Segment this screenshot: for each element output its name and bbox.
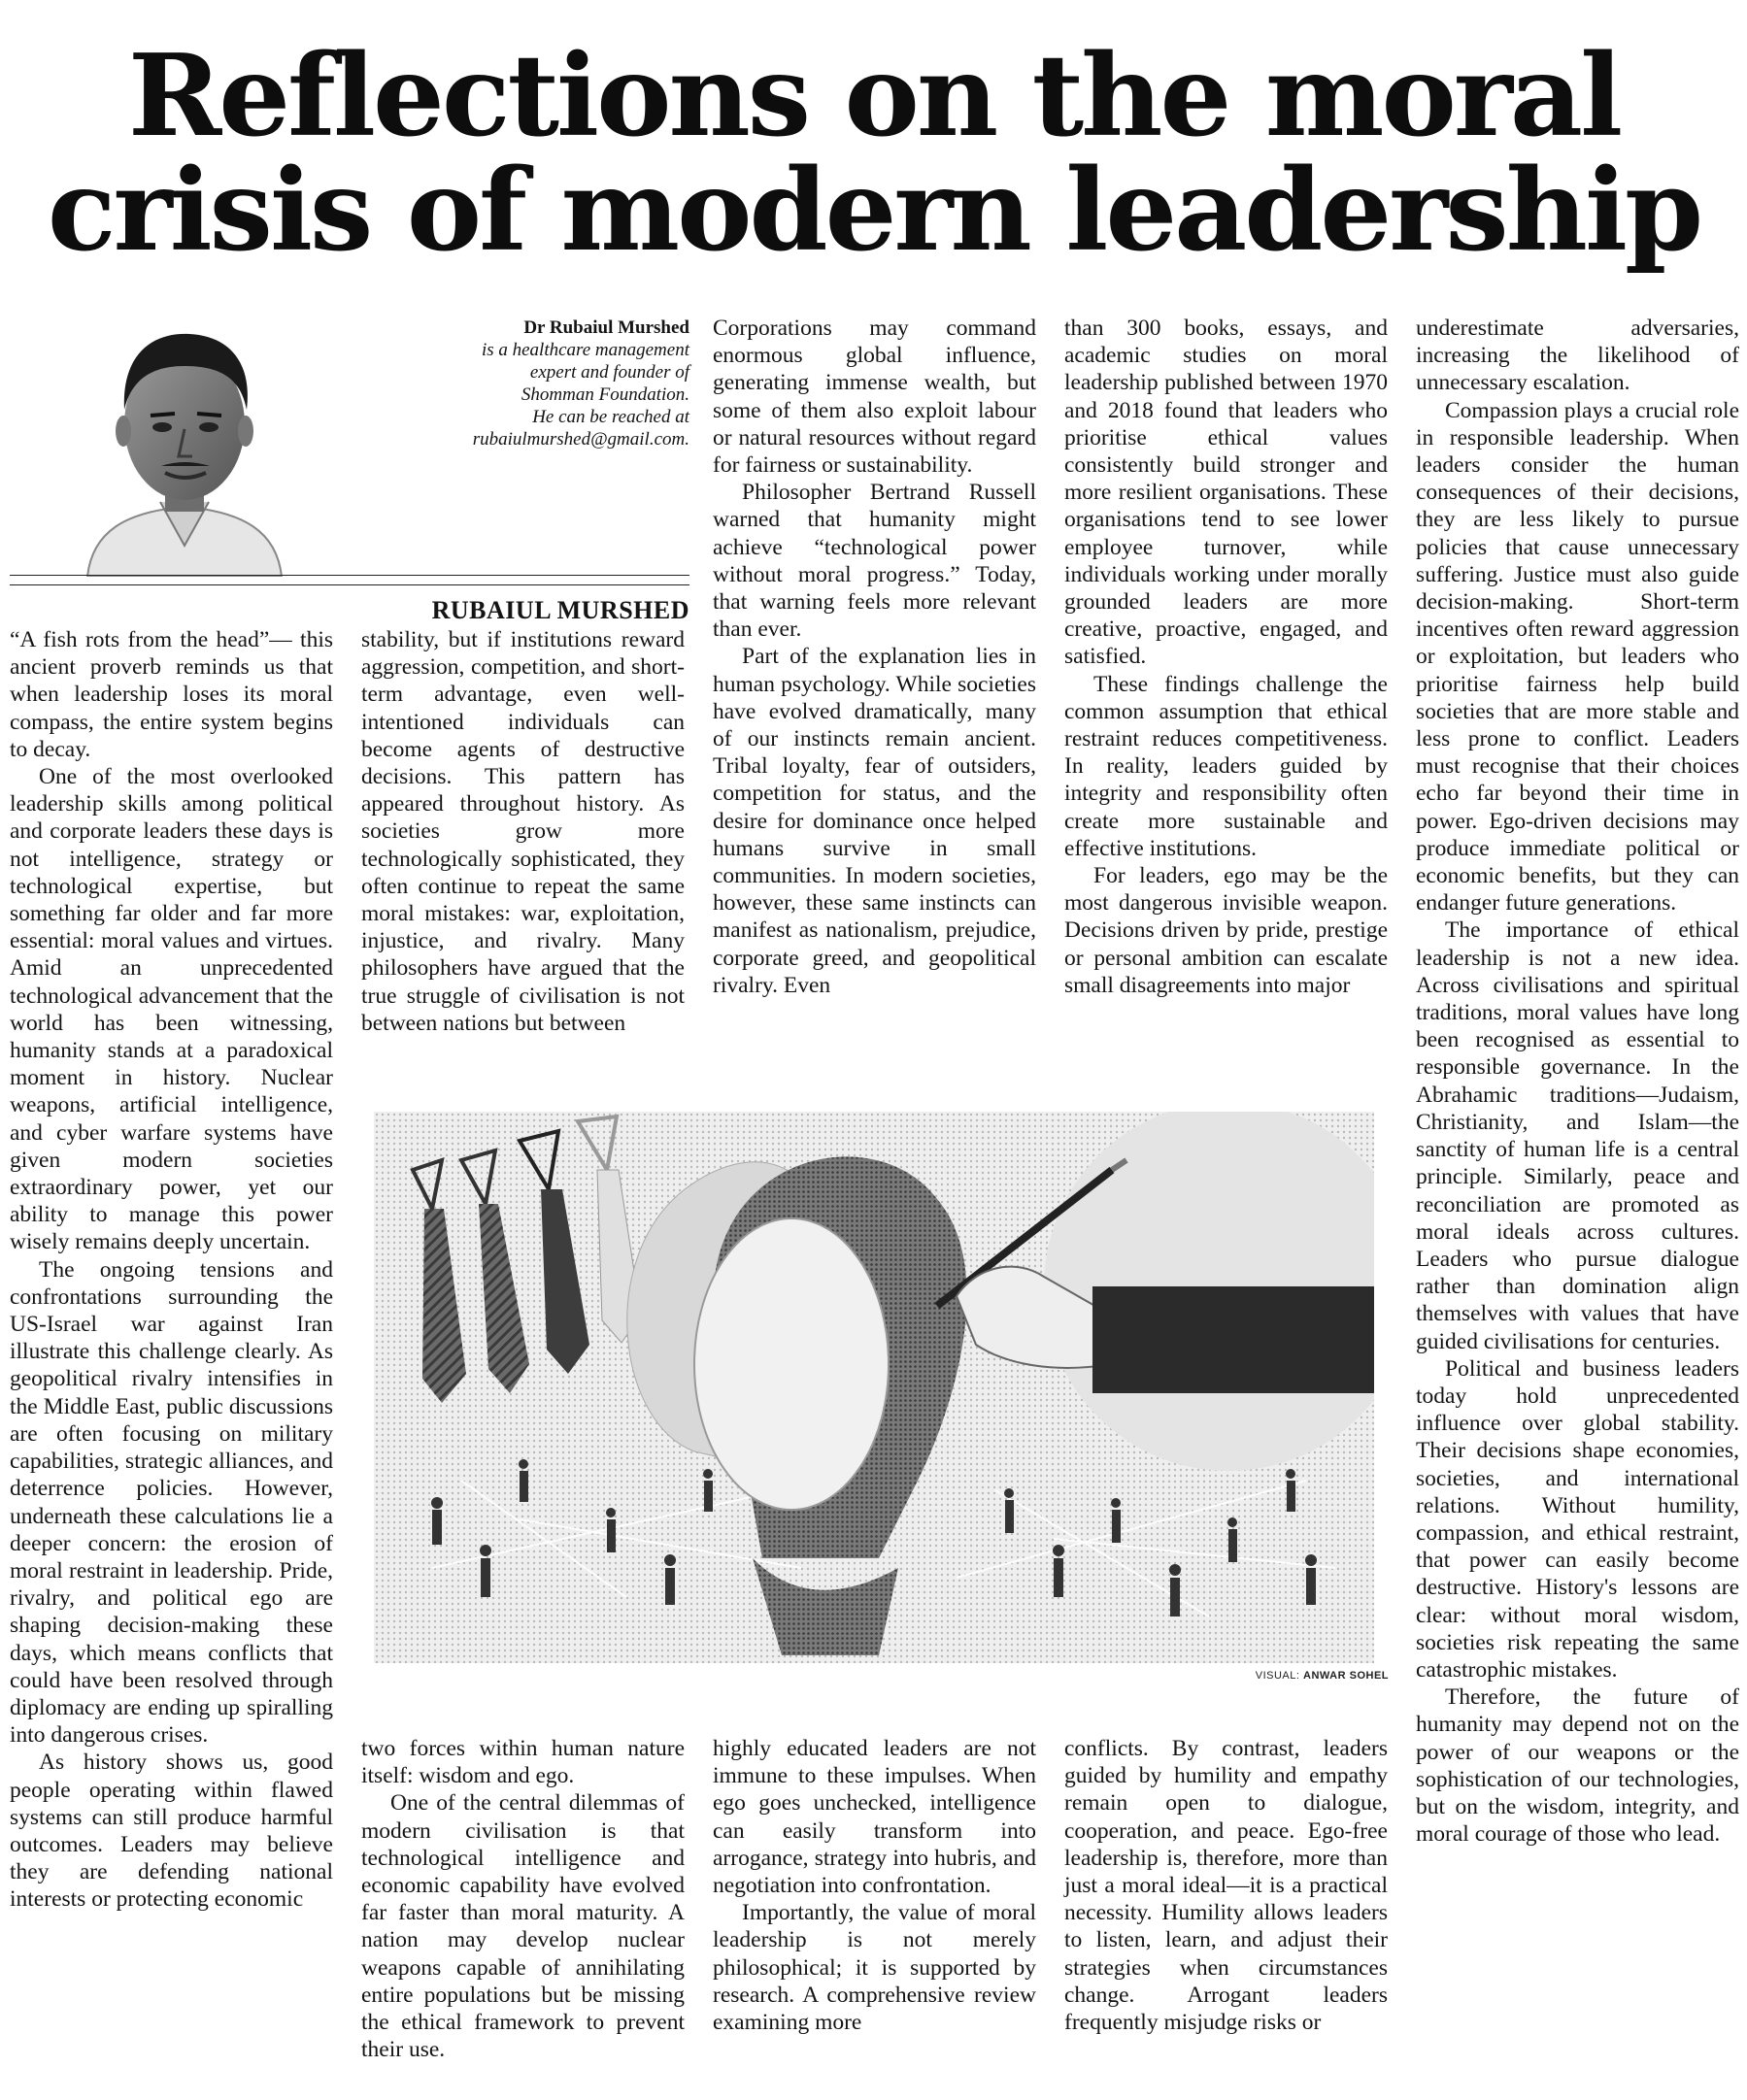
paragraph: Part of the explanation lies in human psychology. While societies have evolved dramatically, many of our instincts remain ancient. Tribal loyalty, fear of outsiders, competition for status, and the desire for dominance once helped humans survive in small communities. In modern societies, however, these same instincts can manifest as nationalism, prejudice, corporate greed, and geopolitical rivalry. Even bbox=[713, 644, 1036, 998]
article-column-2-top bbox=[361, 626, 685, 1037]
paragraph: highly educated leaders are not immune to these impulses. When ego goes unchecked, intelligence can easily transform into arrogance, strategy into hubris, and negotiation into confrontation. bbox=[713, 1736, 1036, 1899]
headline bbox=[19, 30, 1729, 277]
article-column-4-top bbox=[1064, 315, 1388, 999]
bio-line-1: is a healthcare management bbox=[481, 340, 689, 360]
article-column-1 bbox=[10, 626, 333, 1914]
paragraph: “A fish rots from the head”— this ancient proverb reminds us that when leadership loses its moral compass, the entire system begins to decay. bbox=[10, 627, 333, 762]
paragraph: Philosopher Bertrand Russell warned that humanity might achieve “technological power without moral progress.” Today, that warning feels more relevant than ever. bbox=[713, 480, 1036, 643]
article-column-3-top bbox=[713, 315, 1036, 999]
paragraph: two forces within human nature itself: wisdom and ego. bbox=[361, 1736, 685, 1789]
bio-email: rubaiulmurshed@gmail.com. bbox=[472, 429, 689, 450]
paragraph: Political and business leaders today hold unprecedented influence over global stability. Their decisions shape economies, societies, and international relations. Without humility, compassion, and ethical restraint, that power can easily become destructive. History's lessons are clear: without moral wisdom, societies risk repeating the same catastrophic mistakes. bbox=[1416, 1355, 1739, 1683]
byline-bottom-rule bbox=[10, 584, 689, 585]
illustration-credit bbox=[1068, 1670, 1389, 1682]
paragraph: than 300 books, essays, and academic studies on moral leadership published between 1970 and 2018 found that leaders who prioritise ethical values consistently build stronger and more resilient organisations. These organisations tend to see lower employee turnover, while individuals working under morally grounded leaders are more creative, proactive, engaged, and satisfied. bbox=[1064, 316, 1388, 670]
author-bio bbox=[398, 317, 689, 450]
paragraph: Compassion plays a crucial role in responsible leadership. When leaders consider the human consequences of their decisions, they are less likely to pursue policies that cause unnecessary suffering. Justice must also guide decision-making. Short-term incentives often reward aggression or exploitation, but leaders who prioritise fairness help build societies that are more stable and less prone to conflict. Leaders must recognise that their choices echo far beyond their time in power. Ego-driven decisions may produce immediate political or economic benefits, but they can endanger future generations. bbox=[1416, 397, 1739, 917]
credit-prefix: VISUAL: bbox=[1255, 1670, 1300, 1682]
paragraph: Importantly, the value of moral leadership is not merely philosophical; it is supported by research. A comprehensive review examining more bbox=[713, 1900, 1036, 2036]
paragraph: One of the most overlooked leadership skills among political and corporate leaders these days is not intelligence, strategy or technological expertise, but something far older and far more essential: moral values and virtues. Amid an unprecedented technological advancement that the world has been witnessing, humanity stands at a paradoxical moment in history. Nuclear weapons, artificial intelligence, and cyber warfare systems have given modern societies extraordinary power, yet our ability to manage this power wisely remains deeply uncertain. bbox=[10, 764, 333, 1255]
paragraph: Corporations may command enormous global influence, generating immense wealth, but some of them also exploit labour or natural resources without regard for fairness or sustainability. bbox=[713, 316, 1036, 479]
paragraph: As history shows us, good people operating within flawed systems can still produce harmful outcomes. Leaders may believe they are defending national interests or protecting economic bbox=[10, 1750, 333, 1913]
bio-line-3: Shomman Foundation. bbox=[521, 384, 689, 405]
paragraph: conflicts. By contrast, leaders guided by humility and empathy remain open to dialogue, cooperation, and peace. Ego-free leadership is, therefore, more than just a moral ideal—it is a practical necessity. Humility allows leaders to listen, learn, and adjust their strategies when circumstances change. Arrogant leaders frequently misjudge risks or bbox=[1064, 1736, 1388, 2036]
headline-line-2: crisis of modern leadership bbox=[47, 145, 1701, 277]
paragraph: underestimate adversaries, increasing the likelihood of unnecessary escalation. bbox=[1416, 316, 1739, 396]
bio-name: Dr Rubaiul Murshed bbox=[523, 317, 689, 338]
bio-line-4: He can be reached at bbox=[532, 407, 689, 427]
bio-line-2: expert and founder of bbox=[529, 362, 689, 383]
paragraph: These findings challenge the common assumption that ethical restraint reduces competitiveness. In reality, leaders guided by integrity and responsibility often create more sustainable and effective institutions. bbox=[1064, 671, 1388, 861]
paragraph: The ongoing tensions and confrontations surrounding the US-Israel war against Iran illustrate this challenge clearly. As geopolitical rivalry intensifies in the Middle East, public discussions are often focusing on military capabilities, strategic alliances, and deterrence policies. However, underneath these calculations lie a deeper concern: the erosion of moral restraint in leadership. Pride, rivalry, and political ego are shaping decision-making these days, which means conflicts that could have been resolved through diplomacy are ending up spiralling into dangerous crises. bbox=[10, 1256, 333, 1749]
author-portrait bbox=[68, 313, 301, 577]
credit-name: ANWAR SOHEL bbox=[1303, 1670, 1389, 1682]
paragraph: Therefore, the future of humanity may depend not on the power of our weapons or the sophistication of our technologies, but on the wisdom, integrity, and moral courage of those who lead. bbox=[1416, 1684, 1739, 1848]
paragraph: One of the central dilemmas of modern civilisation is that technological intelligence and economic capability have evolved far faster than moral maturity. A nation may develop nuclear weapons capable of annihilating entire populations but be missing the ethical framework to prevent their use. bbox=[361, 1790, 685, 2063]
paragraph: The importance of ethical leadership is not a new idea. Across civilisations and spiritual traditions, moral values have long been recognised as essential to responsible governance. In the Abrahamic traditions—Judaism, Christianity, and Islam—the sanctity of human life is a central principle. Similarly, peace and reconciliation are promoted as moral ideals across cultures. Leaders who pursue dialogue rather than domination align themselves with values that have guided civilisations for centuries. bbox=[1416, 917, 1739, 1354]
article-column-5 bbox=[1416, 315, 1739, 1848]
author-box bbox=[10, 313, 689, 624]
byline: RUBAIUL MURSHED bbox=[431, 596, 689, 624]
article-column-2-bottom bbox=[361, 1735, 685, 2063]
paragraph: stability, but if institutions reward aggression, competition, and short-term advantage, even well-intentioned individuals can become agents of destructive decisions. This pattern has appeared throughout history. As societies grow more technologically sophisticated, they often continue to repeat the same moral mistakes: war, exploitation, injustice, and rivalry. Many philosophers have argued that the true struggle of civilisation is not between nations but between bbox=[361, 627, 685, 1036]
byline-divider bbox=[10, 575, 689, 576]
headline-line-1: Reflections on the moral bbox=[127, 30, 1621, 162]
article-column-4-bottom bbox=[1064, 1735, 1388, 2036]
article-column-3-bottom bbox=[713, 1735, 1036, 2036]
illustration bbox=[374, 1112, 1374, 1663]
paragraph: For leaders, ego may be the most dangerous invisible weapon. Decisions driven by pride, prestige or personal ambition can escalate small disagreements into major bbox=[1064, 863, 1388, 998]
